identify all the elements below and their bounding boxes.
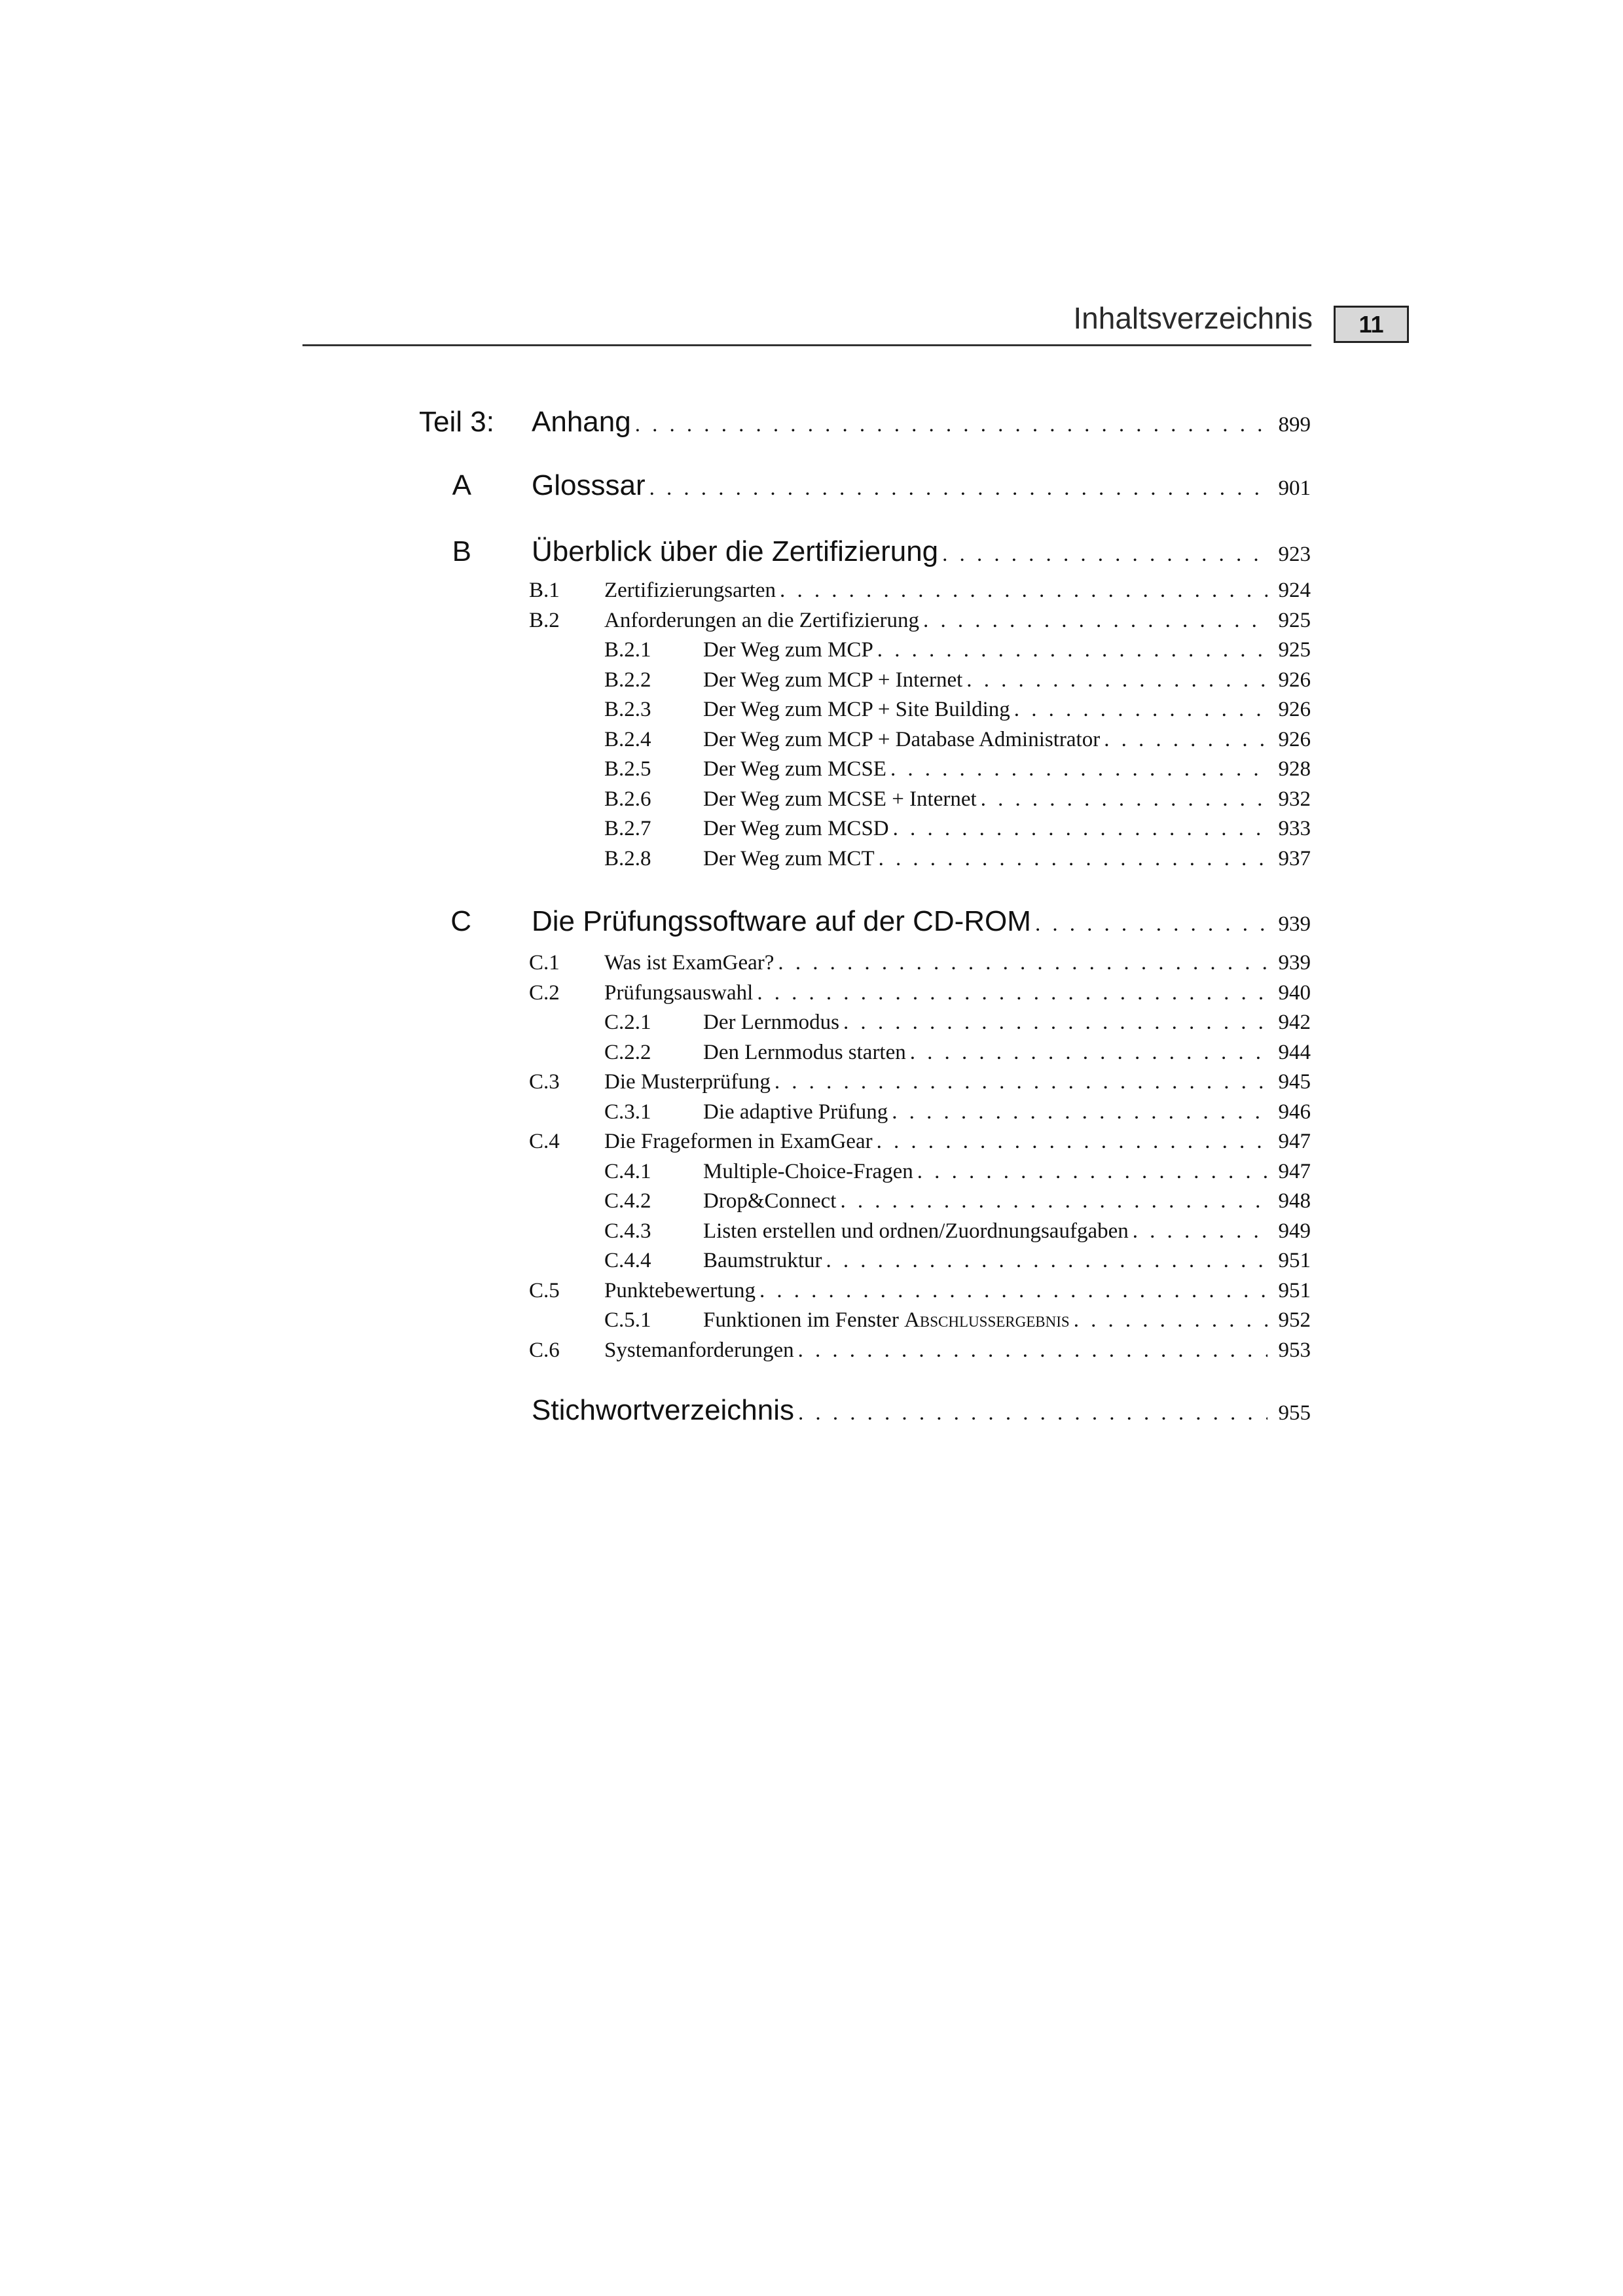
toc-entry-number: C.5 [529, 1279, 560, 1302]
toc-entry [529, 579, 1311, 603]
toc-entry-number: C.1 [529, 951, 560, 975]
toc-entry [604, 638, 1311, 662]
toc-entry-number: B [452, 535, 471, 567]
toc-entry-title: Multiple-Choice-Fragen [703, 1160, 913, 1183]
toc-entry-title: Anhang [532, 406, 631, 438]
toc-entry-page: 925 [1278, 638, 1311, 662]
toc-entry-page: 926 [1278, 728, 1311, 751]
toc-entry-page: 945 [1278, 1070, 1311, 1094]
toc-entry-number: C.3 [529, 1070, 560, 1094]
toc-entry [604, 1100, 1311, 1124]
toc-entry-number: B.2.5 [604, 757, 651, 781]
toc-entry-number: B.2.8 [604, 847, 651, 870]
toc-entry-number: Teil 3: [419, 406, 494, 438]
toc-entry-title: Überblick über die Zertifizierung [532, 535, 939, 567]
toc-entry-page: 953 [1278, 1338, 1311, 1362]
toc-entry-page: 926 [1278, 668, 1311, 692]
toc-entry-page: 899 [1278, 413, 1311, 437]
toc-entry [604, 1011, 1311, 1035]
toc-entry-number: C.4.1 [604, 1160, 651, 1183]
toc-entry-title: Punktebewertung [604, 1279, 756, 1302]
dot-leader [840, 1189, 1267, 1213]
toc-entry-number: B.2.7 [604, 817, 651, 840]
toc-entry-page: 923 [1278, 543, 1311, 566]
toc-entry-page: 939 [1278, 912, 1311, 936]
toc-entry-page: 948 [1278, 1189, 1311, 1213]
dot-leader [775, 1070, 1267, 1094]
toc-entry-title: Der Weg zum MCSE + Internet [703, 787, 977, 811]
toc-entry-page: 901 [1278, 476, 1311, 500]
toc-entry-title: Der Weg zum MCSE [703, 757, 886, 781]
dot-leader [826, 1249, 1267, 1273]
dot-leader [877, 638, 1267, 662]
dot-leader [893, 817, 1267, 841]
toc-entry-page: 947 [1278, 1160, 1311, 1183]
dot-leader [879, 847, 1267, 871]
toc-entry-title: Der Weg zum MCSD [703, 817, 889, 840]
toc-entry [604, 1308, 1311, 1333]
dot-leader [1133, 1219, 1267, 1244]
dot-leader [780, 579, 1267, 603]
dot-leader [1104, 728, 1267, 752]
dot-leader [917, 1160, 1267, 1184]
toc-entry-page: 944 [1278, 1041, 1311, 1064]
toc-entry [604, 668, 1311, 692]
toc-entry-number: C.2.2 [604, 1041, 651, 1064]
toc-entry-number: C.4.2 [604, 1189, 651, 1213]
toc-entry-number: C.4.4 [604, 1249, 651, 1272]
toc-entry [604, 817, 1311, 841]
toc-entry-page: 955 [1278, 1401, 1311, 1425]
toc-entry-number: C.2.1 [604, 1011, 651, 1034]
toc-entry-page: 928 [1278, 757, 1311, 781]
toc-entry-page: 932 [1278, 787, 1311, 811]
toc-entry-title: Zertifizierungsarten [604, 579, 776, 602]
toc-entry [604, 1041, 1311, 1065]
toc-entry-number: B.1 [529, 579, 560, 602]
toc-entry [529, 951, 1311, 975]
toc-entry-title: Prüfungsauswahl [604, 981, 754, 1005]
toc-entry-number: C [450, 905, 471, 937]
dot-leader [923, 609, 1267, 633]
toc-entry [529, 981, 1311, 1005]
toc-entry-page: 925 [1278, 609, 1311, 632]
toc-entry-number: C.5.1 [604, 1308, 651, 1332]
dot-leader [981, 787, 1267, 812]
dot-leader [798, 1401, 1267, 1426]
toc-entry-page: 947 [1278, 1130, 1311, 1153]
toc-entry-number: B.2.3 [604, 698, 651, 721]
toc-entry-title: Der Weg zum MCT [703, 847, 875, 870]
running-header-title: Inhaltsverzeichnis [1073, 301, 1313, 335]
dot-leader [890, 757, 1267, 781]
dot-leader [1074, 1308, 1267, 1333]
toc-entry-title: Stichwortverzeichnis [532, 1394, 795, 1426]
dot-leader [892, 1100, 1267, 1124]
toc-entry [419, 406, 1311, 439]
toc-entry [604, 1160, 1311, 1184]
dot-leader [778, 951, 1267, 975]
toc-entry-title: Die Frageformen in ExamGear [604, 1130, 873, 1153]
toc-entry [419, 535, 1311, 568]
page-number: 11 [1359, 310, 1384, 338]
toc-entry-number: C.4 [529, 1130, 560, 1153]
toc-entry [529, 1279, 1311, 1303]
toc-entry [419, 1394, 1311, 1427]
toc-entry-number: B.2.2 [604, 668, 651, 692]
toc-entry-page: 933 [1278, 817, 1311, 840]
dot-leader [757, 981, 1267, 1005]
toc-entry-title: Baumstruktur [703, 1249, 822, 1272]
toc-entry-page: 940 [1278, 981, 1311, 1005]
toc-entry-title: Der Weg zum MCP + Internet [703, 668, 963, 692]
toc-entry-page: 942 [1278, 1011, 1311, 1034]
toc-entry-title: Der Weg zum MCP + Database Administrator [703, 728, 1101, 751]
toc-entry-title: Der Weg zum MCP [703, 638, 873, 662]
toc-entry-title: Die adaptive Prüfung [703, 1100, 888, 1124]
toc-entry-number: B.2.1 [604, 638, 651, 662]
toc-entry-title: Glosssar [532, 469, 646, 501]
toc-entry-title: Der Weg zum MCP + Site Building [703, 698, 1010, 721]
toc-entry-number: B.2.4 [604, 728, 651, 751]
dot-leader [910, 1041, 1267, 1065]
toc-entry [604, 1189, 1311, 1213]
toc-entry-number: C.6 [529, 1338, 560, 1362]
toc-entry [529, 1338, 1311, 1363]
dot-leader [798, 1338, 1267, 1363]
toc-entry-number: B.2.6 [604, 787, 651, 811]
toc-entry-number: C.3.1 [604, 1100, 651, 1124]
toc-entry [604, 698, 1311, 722]
toc-entry [604, 1219, 1311, 1244]
toc-entry [604, 1249, 1311, 1273]
toc-entry-page: 939 [1278, 951, 1311, 975]
toc-entry [604, 847, 1311, 871]
toc-entry-number: B.2 [529, 609, 560, 632]
toc-entry-title: Die Prüfungssoftware auf der CD-ROM [532, 905, 1031, 937]
toc-entry [604, 757, 1311, 781]
dot-leader [759, 1279, 1267, 1303]
dot-leader [843, 1011, 1267, 1035]
toc-entry-page: 951 [1278, 1279, 1311, 1302]
toc-entry-title: Was ist ExamGear? [604, 951, 775, 975]
toc-entry-page: 951 [1278, 1249, 1311, 1272]
toc-entry [529, 1130, 1311, 1154]
toc-entry-title: Anforderungen an die Zertifizierung [604, 609, 920, 632]
toc-entry [604, 728, 1311, 752]
dot-leader [942, 543, 1267, 567]
toc-entry-title: Die Musterprüfung [604, 1070, 771, 1094]
dot-leader [966, 668, 1267, 692]
toc-entry-title: Listen erstellen und ordnen/Zuordnungsaufgaben [703, 1219, 1129, 1243]
toc-entry-page: 952 [1278, 1308, 1311, 1332]
dot-leader [877, 1130, 1267, 1154]
toc-entry [604, 787, 1311, 812]
toc-entry-page: 946 [1278, 1100, 1311, 1124]
toc-entry-title: Den Lernmodus starten [703, 1041, 906, 1064]
toc-entry-page: 924 [1278, 579, 1311, 602]
toc-entry-page: 937 [1278, 847, 1311, 870]
toc-entry-page: 926 [1278, 698, 1311, 721]
toc-entry-title: Funktionen im Fenster Abschlussergebnis [703, 1308, 1070, 1332]
dot-leader [635, 413, 1267, 437]
toc-entry-title: Drop&Connect [703, 1189, 837, 1213]
toc-entry [529, 1070, 1311, 1094]
dot-leader [1014, 698, 1267, 722]
toc-entry-number: C.2 [529, 981, 560, 1005]
toc-entry-title: Der Lernmodus [703, 1011, 840, 1034]
toc-entry-title: Systemanforderungen [604, 1338, 794, 1362]
toc-entry-number: A [452, 469, 471, 501]
toc-entry [529, 609, 1311, 633]
dot-leader [649, 476, 1267, 501]
dot-leader [1035, 912, 1267, 937]
toc-entry [419, 905, 1311, 938]
toc-entry [419, 469, 1311, 502]
toc-entry-number: C.4.3 [604, 1219, 651, 1243]
toc-entry-page: 949 [1278, 1219, 1311, 1243]
